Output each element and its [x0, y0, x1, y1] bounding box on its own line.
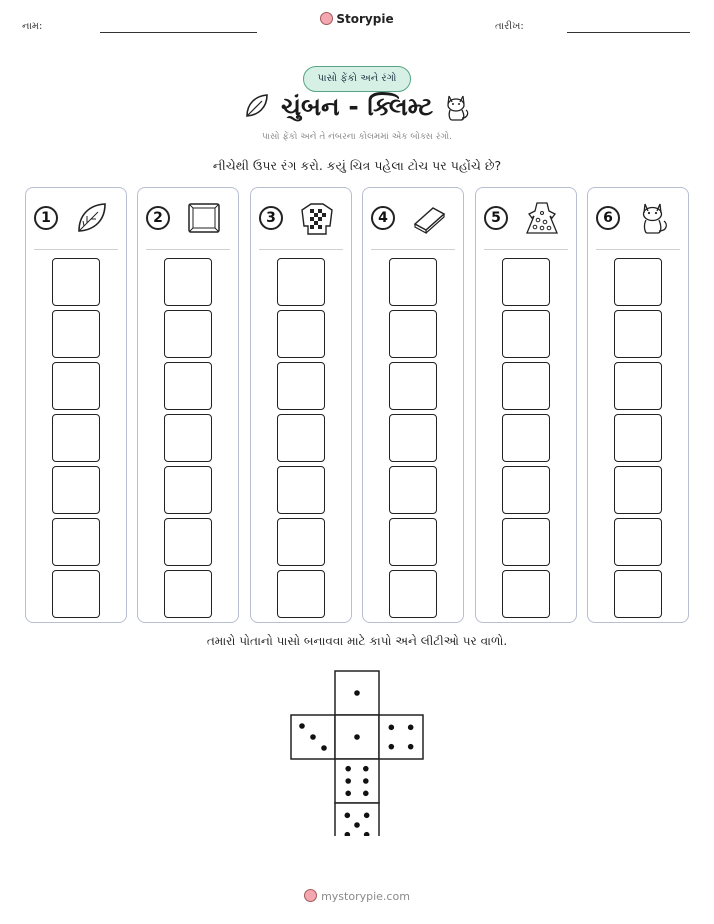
color-box[interactable]: [614, 518, 662, 566]
dice-face-4: [379, 715, 423, 759]
color-box[interactable]: [502, 258, 550, 306]
dice-pip: [354, 822, 360, 828]
dice-pip: [389, 725, 395, 731]
column-number: 2: [146, 206, 170, 230]
sweater-icon: [299, 200, 335, 236]
color-box[interactable]: [277, 518, 325, 566]
dice-pip: [310, 734, 316, 740]
color-box[interactable]: [52, 258, 100, 306]
date-label: તારીખ:: [495, 21, 524, 32]
column-number: 5: [484, 206, 508, 230]
column-divider: [146, 249, 230, 250]
cloth-icon: [411, 200, 447, 236]
dice-pip: [345, 791, 351, 797]
color-box[interactable]: [614, 362, 662, 410]
color-box[interactable]: [164, 414, 212, 462]
dice-net: [290, 670, 426, 836]
column-number: 6: [596, 206, 620, 230]
cut-instruction: તમારો પોતાનો પાસો બનાવવા માટે કાપો અને લીટીઓ પર વાળો.: [206, 634, 508, 648]
dice-pip: [345, 766, 351, 772]
column-4: [362, 187, 464, 623]
color-box[interactable]: [52, 518, 100, 566]
color-box[interactable]: [52, 570, 100, 618]
dice-pip: [364, 813, 370, 819]
color-box[interactable]: [389, 414, 437, 462]
column-divider: [34, 249, 118, 250]
dice-pip: [345, 778, 351, 784]
dice-pip: [299, 723, 305, 729]
color-box[interactable]: [502, 414, 550, 462]
dice-pip: [354, 734, 360, 740]
storypie-logo-icon: [304, 889, 317, 902]
color-box[interactable]: [614, 466, 662, 514]
pill-badge: પાસો ફેંકો અને રંગો: [303, 66, 411, 92]
dice-pip: [408, 725, 414, 731]
color-box[interactable]: [277, 466, 325, 514]
column-1: [25, 187, 127, 623]
footer: [0, 889, 714, 903]
dice-pip: [363, 791, 369, 797]
color-box[interactable]: [389, 518, 437, 566]
dice-face-5: [335, 803, 379, 836]
dice-pip: [363, 778, 369, 784]
color-box[interactable]: [277, 414, 325, 462]
color-box[interactable]: [502, 466, 550, 514]
color-box[interactable]: [502, 518, 550, 566]
color-box[interactable]: [164, 258, 212, 306]
color-box[interactable]: [389, 258, 437, 306]
column-number: 3: [259, 206, 283, 230]
color-box[interactable]: [614, 258, 662, 306]
brand: [0, 12, 714, 26]
column-divider: [484, 249, 568, 250]
dice-pip: [363, 766, 369, 772]
title-cat-icon: [443, 92, 471, 122]
color-box[interactable]: [52, 466, 100, 514]
column-divider: [371, 249, 455, 250]
color-box[interactable]: [614, 310, 662, 358]
color-box[interactable]: [389, 362, 437, 410]
color-box[interactable]: [164, 570, 212, 618]
color-box[interactable]: [614, 570, 662, 618]
color-box[interactable]: [164, 362, 212, 410]
page-title: ચુંબન - ક્લિમ્ટ: [280, 92, 434, 121]
leaf-icon: [74, 200, 110, 236]
dice-pip: [408, 744, 414, 750]
column-divider: [596, 249, 680, 250]
name-line[interactable]: [100, 32, 257, 33]
color-box[interactable]: [502, 570, 550, 618]
color-box[interactable]: [52, 310, 100, 358]
color-box[interactable]: [164, 518, 212, 566]
column-2: [137, 187, 239, 623]
column-5: [475, 187, 577, 623]
column-number: 4: [371, 206, 395, 230]
storypie-logo-icon: [320, 12, 333, 25]
color-box[interactable]: [277, 570, 325, 618]
dice-pip: [321, 745, 327, 751]
dice-pip: [389, 744, 395, 750]
instruction: નીચેથી ઉપર રંગ કરો. કયું ચિત્ર પહેલા ટોચ પર પહોંચે છે?: [212, 158, 502, 173]
color-box[interactable]: [389, 570, 437, 618]
column-number: 1: [34, 206, 58, 230]
dice-pip: [354, 690, 360, 696]
color-box[interactable]: [389, 310, 437, 358]
cat-icon: [636, 200, 672, 236]
color-box[interactable]: [164, 310, 212, 358]
column-3: [250, 187, 352, 623]
dice-pip: [345, 813, 351, 819]
color-box[interactable]: [502, 362, 550, 410]
color-box[interactable]: [277, 258, 325, 306]
dice-face-6: [335, 759, 379, 803]
color-box[interactable]: [614, 414, 662, 462]
color-box[interactable]: [277, 310, 325, 358]
color-box[interactable]: [389, 466, 437, 514]
pillow-icon: [186, 200, 222, 236]
date-line[interactable]: [567, 32, 690, 33]
footer-text: mystorypie.com: [321, 890, 410, 903]
name-label: નામ:: [22, 21, 43, 32]
column-divider: [259, 249, 343, 250]
color-box[interactable]: [52, 362, 100, 410]
color-box[interactable]: [164, 466, 212, 514]
color-box[interactable]: [277, 362, 325, 410]
subtitle: પાસો ફેંકો અને તે નંબરના કોલમમાં એક બોક્સ રંગો.: [261, 132, 453, 142]
column-6: [587, 187, 689, 623]
color-box[interactable]: [502, 310, 550, 358]
color-box[interactable]: [52, 414, 100, 462]
brand-text: Storypie: [336, 12, 394, 26]
dress-icon: [524, 200, 560, 236]
